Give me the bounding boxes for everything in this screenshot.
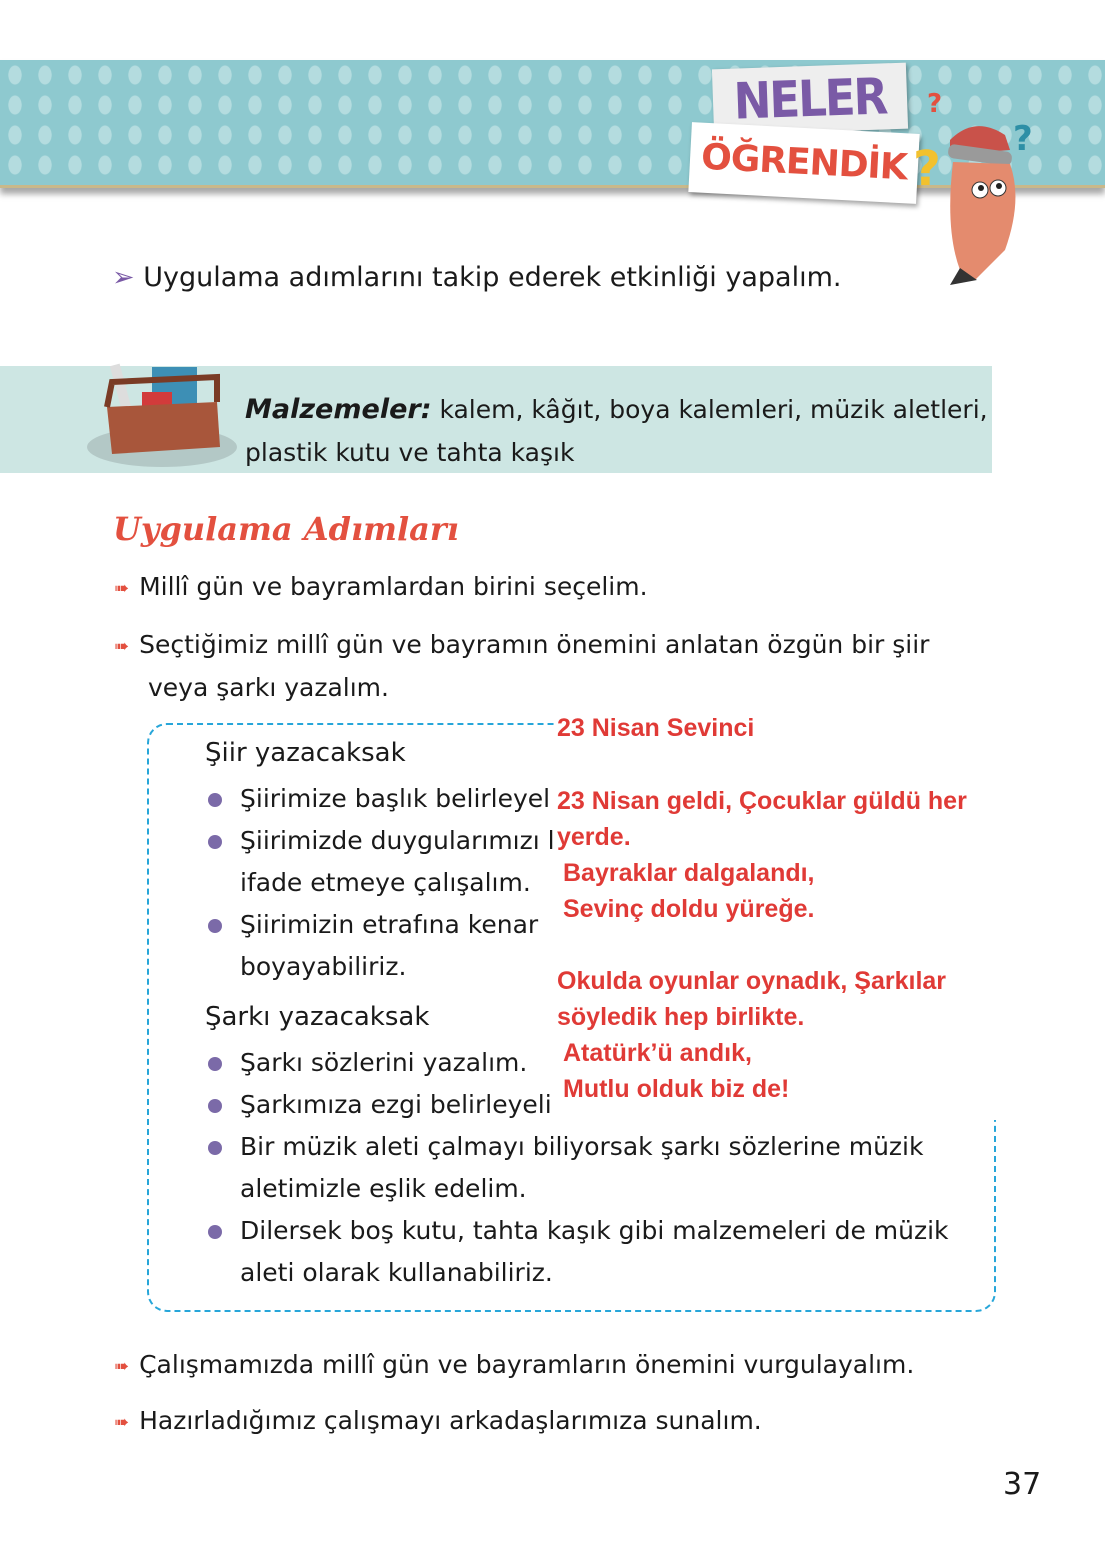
poem-line: Okulda oyunlar oynadık, Şarkılar: [557, 967, 947, 995]
pencil-mascot-icon: [905, 80, 1045, 290]
section-title: Uygulama Adımları: [113, 510, 459, 548]
step-text: Hazırladığımız çalışmayı arkadaşlarımıza sunalım.: [139, 1406, 762, 1435]
bullet-icon: [208, 793, 222, 807]
poem-line: Mutlu olduk biz de!: [563, 1075, 790, 1103]
step-1: [114, 566, 974, 609]
title-ogrendik: ÖĞRENDİK: [688, 122, 919, 204]
svg-text:?: ?: [1013, 119, 1033, 159]
svg-text:?: ?: [927, 89, 943, 119]
step-text: Çalışmamızda millî gün ve bayramların önemini vurgulayalım.: [139, 1350, 915, 1379]
poem-line: Atatürk’ü andık,: [563, 1039, 752, 1067]
bullet-item: [208, 1084, 552, 1126]
bullet-item: [208, 1042, 527, 1084]
materials-label: Malzemeler:: [245, 394, 432, 425]
step-text: Seçtiğimiz millî gün ve bayramın önemini anlatan özgün bir şiir: [139, 630, 930, 659]
arrow-icon: ➠: [114, 577, 130, 599]
bullet-icon: [208, 1099, 222, 1113]
bullet-text: Şiirimize başlık belirleyel: [240, 784, 551, 813]
bullet-text: Şarkımıza ezgi belirleyeli: [240, 1090, 552, 1119]
bullet-text-cont: ifade etmeye çalışalım.: [240, 868, 531, 897]
bullet-text: Şiirimizin etrafına kenar: [240, 910, 539, 939]
bullet-icon: [208, 1141, 222, 1155]
arrow-icon: ➠: [114, 1411, 130, 1433]
arrow-icon: ➢: [112, 262, 135, 293]
bullet-text-cont: boyayabiliriz.: [240, 952, 407, 981]
bullet-text-cont: aleti olarak kullanabiliriz.: [240, 1258, 553, 1287]
materials-list: kalem, kâğıt, boya kalemleri, müzik aletleri, plastik kutu ve tahta kaşık: [245, 395, 988, 467]
poem-line: 23 Nisan geldi, Çocuklar güldü her: [557, 787, 967, 815]
poem-line: yerde.: [557, 823, 631, 851]
arrow-icon: ➠: [114, 635, 130, 657]
bullet-icon: [208, 835, 222, 849]
bullet-text: Dilersek boş kutu, tahta kaşık gibi malzemeleri de müzik: [240, 1216, 949, 1245]
step-3: [114, 1344, 974, 1387]
poem-heading: Şiir yazacaksak: [205, 738, 406, 768]
step-4: [114, 1400, 974, 1443]
title-neler: NELER: [712, 63, 908, 136]
bullet-item: [208, 820, 555, 862]
poem-line: Sevinç doldu yüreğe.: [563, 895, 815, 923]
instruction: [112, 262, 841, 293]
bullet-item: [208, 778, 550, 820]
bullet-item: [208, 904, 538, 946]
arrow-icon: ➠: [114, 1355, 130, 1377]
materials-text: [245, 388, 990, 474]
step-text: Millî gün ve bayramlardan birini seçelim.: [139, 572, 648, 601]
page-number: 37: [1003, 1467, 1042, 1502]
bullet-icon: [208, 1225, 222, 1239]
bullet-icon: [208, 1057, 222, 1071]
poem-line: söyledik hep birlikte.: [557, 1003, 805, 1031]
bullet-text: Şiirimizde duygularımızı l: [240, 826, 555, 855]
bullet-text: Şarkı sözlerini yazalım.: [240, 1048, 528, 1077]
bullet-item: [208, 1126, 923, 1168]
poem-title: 23 Nisan Sevinci: [557, 714, 755, 742]
instruction-text: Uygulama adımlarını takip ederek etkinliği yapalım.: [143, 262, 842, 293]
bullet-item: [208, 1210, 949, 1252]
song-heading: Şarkı yazacaksak: [205, 1002, 430, 1032]
step-2: [114, 624, 974, 708]
bullet-text-cont: aletimizle eşlik edelim.: [240, 1174, 527, 1203]
step-text-cont: veya şarkı yazalım.: [148, 672, 389, 702]
toolbox-icon: [82, 352, 242, 472]
bullet-icon: [208, 919, 222, 933]
question-mark-icon: ?: [913, 141, 941, 197]
bullet-text: Bir müzik aleti çalmayı biliyorsak şarkı sözlerine müzik: [240, 1132, 924, 1161]
poem-line: Bayraklar dalgalandı,: [563, 859, 815, 887]
